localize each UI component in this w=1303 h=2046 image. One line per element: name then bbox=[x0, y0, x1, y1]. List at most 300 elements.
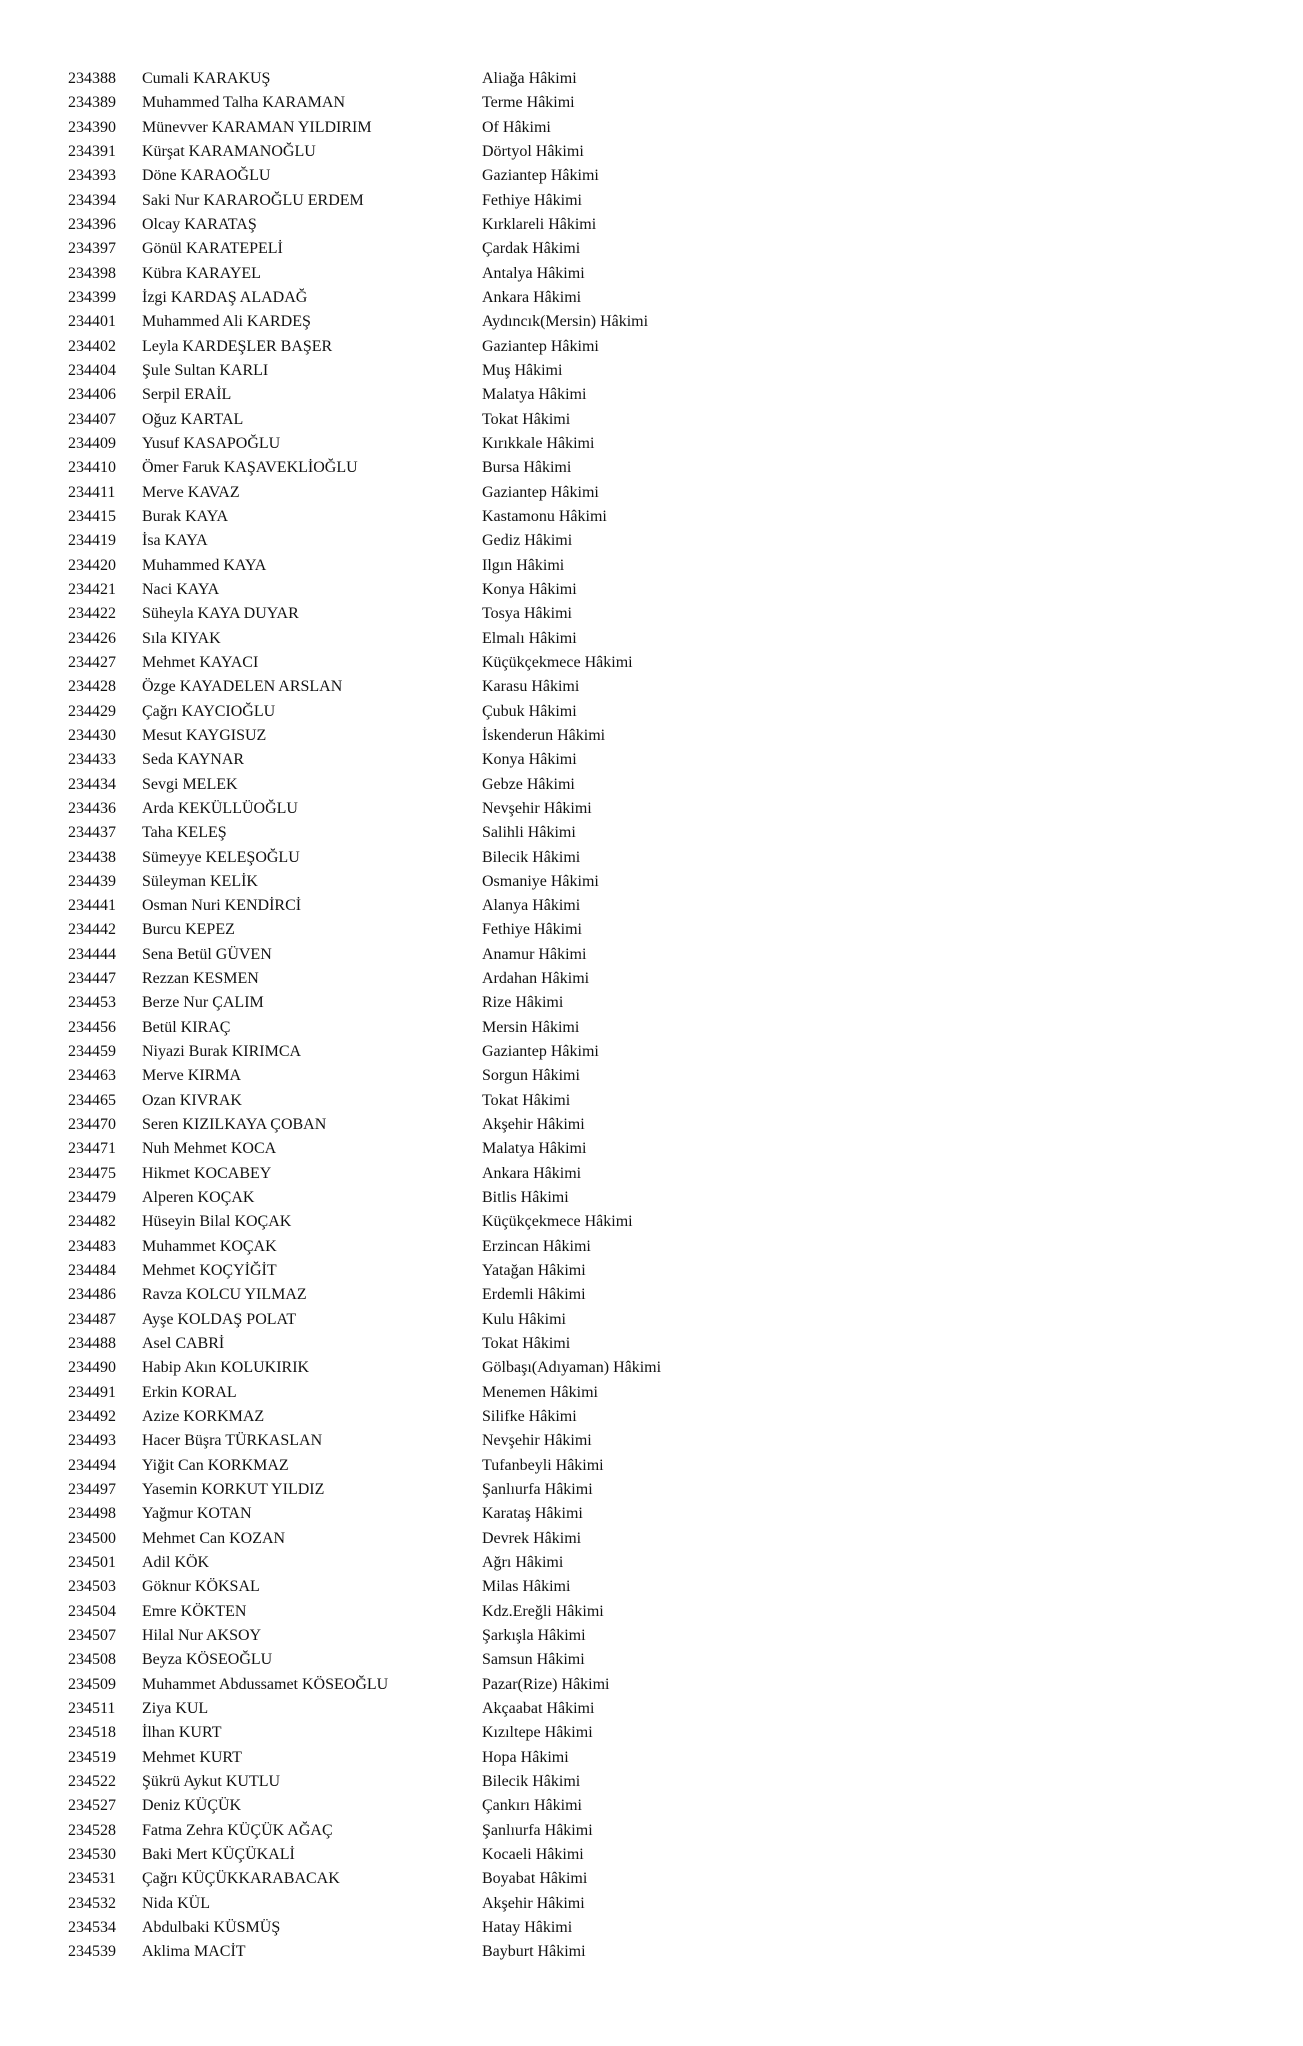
registry-number: 234402 bbox=[68, 337, 116, 355]
person-name: Muhammet KOÇAK bbox=[142, 1237, 277, 1255]
court-assignment: Ardahan Hâkimi bbox=[482, 970, 590, 988]
court-assignment: Hopa Hâkimi bbox=[482, 1748, 569, 1766]
person-name: Burcu KEPEZ bbox=[142, 921, 235, 939]
person-name: Mehmet KAYACI bbox=[142, 653, 259, 671]
court-assignment: Tokat Hâkimi bbox=[482, 1335, 571, 1353]
list-row bbox=[0, 67, 1303, 91]
list-row bbox=[0, 1308, 1303, 1332]
court-assignment: Hatay Hâkimi bbox=[482, 1918, 573, 1936]
registry-number: 234438 bbox=[68, 848, 116, 866]
list-row bbox=[0, 237, 1303, 261]
person-name: Sena Betül GÜVEN bbox=[142, 945, 272, 963]
person-name: Ravza KOLCU YILMAZ bbox=[142, 1286, 307, 1304]
court-assignment: Sorgun Hâkimi bbox=[482, 1067, 580, 1085]
registry-number: 234427 bbox=[68, 653, 116, 671]
list-row bbox=[0, 456, 1303, 480]
court-assignment: Karataş Hâkimi bbox=[482, 1505, 583, 1523]
court-assignment: Gediz Hâkimi bbox=[482, 532, 573, 550]
court-assignment: Karasu Hâkimi bbox=[482, 678, 580, 696]
person-name: Burak KAYA bbox=[142, 507, 229, 525]
person-name: Serpil ERAİL bbox=[142, 386, 232, 404]
person-name: Süheyla KAYA DUYAR bbox=[142, 605, 299, 623]
person-name: Çağrı KAYCIOĞLU bbox=[142, 702, 276, 720]
list-row bbox=[0, 286, 1303, 310]
court-assignment: Çubuk Hâkimi bbox=[482, 702, 577, 720]
person-name: Deniz KÜÇÜK bbox=[142, 1797, 242, 1815]
court-assignment: Tufanbeyli Hâkimi bbox=[482, 1456, 604, 1474]
person-name: Merve KAVAZ bbox=[142, 483, 240, 501]
person-name: Aklima MACİT bbox=[142, 1943, 246, 1961]
list-row bbox=[0, 91, 1303, 115]
court-assignment: Erdemli Hâkimi bbox=[482, 1286, 586, 1304]
list-row bbox=[0, 1746, 1303, 1770]
list-row bbox=[0, 894, 1303, 918]
registry-number: 234437 bbox=[68, 824, 116, 842]
list-row bbox=[0, 1137, 1303, 1161]
registry-number: 234456 bbox=[68, 1018, 116, 1036]
list-row bbox=[0, 918, 1303, 942]
registry-number: 234471 bbox=[68, 1140, 116, 1158]
list-row bbox=[0, 967, 1303, 991]
court-assignment: Terme Hâkimi bbox=[482, 94, 575, 112]
court-assignment: Malatya Hâkimi bbox=[482, 1140, 587, 1158]
registry-number: 234441 bbox=[68, 897, 116, 915]
court-assignment: Kocaeli Hâkimi bbox=[482, 1845, 584, 1863]
registry-number: 234503 bbox=[68, 1578, 116, 1596]
registry-number: 234528 bbox=[68, 1821, 116, 1839]
registry-number: 234401 bbox=[68, 313, 116, 331]
list-row bbox=[0, 773, 1303, 797]
registry-number: 234522 bbox=[68, 1772, 116, 1790]
list-row bbox=[0, 1770, 1303, 1794]
registry-number: 234410 bbox=[68, 459, 116, 477]
person-name: Hikmet KOCABEY bbox=[142, 1164, 272, 1182]
court-assignment: Menemen Hâkimi bbox=[482, 1383, 598, 1401]
list-row bbox=[0, 408, 1303, 432]
list-row bbox=[0, 1259, 1303, 1283]
person-name: Sümeyye KELEŞOĞLU bbox=[142, 848, 300, 866]
registry-number: 234504 bbox=[68, 1602, 116, 1620]
registry-number: 234527 bbox=[68, 1797, 116, 1815]
list-row bbox=[0, 1113, 1303, 1137]
list-row bbox=[0, 1721, 1303, 1745]
court-assignment: Bayburt Hâkimi bbox=[482, 1943, 586, 1961]
registry-number: 234519 bbox=[68, 1748, 116, 1766]
court-assignment: Milas Hâkimi bbox=[482, 1578, 571, 1596]
person-name: Niyazi Burak KIRIMCA bbox=[142, 1043, 302, 1061]
registry-number: 234433 bbox=[68, 751, 116, 769]
list-row bbox=[0, 578, 1303, 602]
registry-number: 234470 bbox=[68, 1116, 116, 1134]
court-assignment: Nevşehir Hâkimi bbox=[482, 1432, 592, 1450]
court-assignment: Silifke Hâkimi bbox=[482, 1408, 577, 1426]
person-name: Ziya KUL bbox=[142, 1699, 209, 1717]
person-name: Saki Nur KARAROĞLU ERDEM bbox=[142, 191, 364, 209]
court-assignment: Konya Hâkimi bbox=[482, 580, 577, 598]
court-assignment: Kastamonu Hâkimi bbox=[482, 507, 607, 525]
court-assignment: Akşehir Hâkimi bbox=[482, 1894, 585, 1912]
court-assignment: Malatya Hâkimi bbox=[482, 386, 587, 404]
list-row bbox=[0, 651, 1303, 675]
list-row bbox=[0, 1819, 1303, 1843]
list-row bbox=[0, 164, 1303, 188]
court-assignment: Gaziantep Hâkimi bbox=[482, 1043, 599, 1061]
person-name: Berze Nur ÇALIM bbox=[142, 994, 264, 1012]
person-name: Hacer Büşra TÜRKASLAN bbox=[142, 1432, 323, 1450]
court-assignment: Ankara Hâkimi bbox=[482, 288, 582, 306]
court-assignment: Samsun Hâkimi bbox=[482, 1651, 585, 1669]
list-row bbox=[0, 554, 1303, 578]
list-row bbox=[0, 1940, 1303, 1964]
court-assignment: Çardak Hâkimi bbox=[482, 240, 581, 258]
person-name: Gönül KARATEPELİ bbox=[142, 240, 283, 258]
person-name: Muhammed Talha KARAMAN bbox=[142, 94, 346, 112]
registry-number: 234532 bbox=[68, 1894, 116, 1912]
person-name: Sevgi MELEK bbox=[142, 775, 238, 793]
list-row bbox=[0, 1673, 1303, 1697]
person-name: Ayşe KOLDAŞ POLAT bbox=[142, 1310, 297, 1328]
person-name: Abdulbaki KÜSMÜŞ bbox=[142, 1918, 281, 1936]
registry-number: 234501 bbox=[68, 1554, 116, 1572]
court-assignment: İskenderun Hâkimi bbox=[482, 726, 606, 744]
list-row bbox=[0, 1916, 1303, 1940]
list-row bbox=[0, 481, 1303, 505]
registry-number: 234426 bbox=[68, 629, 116, 647]
person-name: İzgi KARDAŞ ALADAĞ bbox=[142, 288, 308, 306]
registry-number: 234411 bbox=[68, 483, 116, 501]
person-name: Muhammet Abdussamet KÖSEOĞLU bbox=[142, 1675, 389, 1693]
registry-number: 234507 bbox=[68, 1627, 116, 1644]
court-assignment: Aydıncık(Mersin) Hâkimi bbox=[482, 313, 649, 331]
list-row bbox=[0, 700, 1303, 724]
list-row bbox=[0, 1381, 1303, 1405]
list-row bbox=[0, 1186, 1303, 1210]
registry-number: 234429 bbox=[68, 702, 116, 720]
court-assignment: Gaziantep Hâkimi bbox=[482, 483, 599, 501]
court-assignment: Küçükçekmece Hâkimi bbox=[482, 1213, 633, 1231]
registry-number: 234389 bbox=[68, 94, 116, 112]
list-row bbox=[0, 1502, 1303, 1526]
person-name: Muhammed Ali KARDEŞ bbox=[142, 313, 311, 331]
court-assignment: Pazar(Rize) Hâkimi bbox=[482, 1675, 610, 1693]
list-row bbox=[0, 1283, 1303, 1307]
registry-number: 234487 bbox=[68, 1310, 116, 1328]
person-name: Nuh Mehmet KOCA bbox=[142, 1140, 277, 1158]
registry-number: 234479 bbox=[68, 1189, 116, 1207]
list-row bbox=[0, 505, 1303, 529]
registry-number: 234486 bbox=[68, 1286, 116, 1304]
court-assignment: Şarkışla Hâkimi bbox=[482, 1627, 586, 1644]
registry-number: 234530 bbox=[68, 1845, 116, 1863]
registry-number: 234483 bbox=[68, 1237, 116, 1255]
person-name: Leyla KARDEŞLER BAŞER bbox=[142, 337, 333, 355]
registry-number: 234404 bbox=[68, 361, 116, 379]
list-row bbox=[0, 675, 1303, 699]
registry-number: 234491 bbox=[68, 1383, 116, 1401]
list-row bbox=[0, 1794, 1303, 1818]
registry-number: 234393 bbox=[68, 167, 116, 185]
list-row bbox=[0, 213, 1303, 237]
list-row bbox=[0, 1064, 1303, 1088]
court-assignment: Boyabat Hâkimi bbox=[482, 1870, 588, 1888]
person-name: Rezzan KESMEN bbox=[142, 970, 259, 988]
court-assignment: Erzincan Hâkimi bbox=[482, 1237, 591, 1255]
list-row bbox=[0, 1551, 1303, 1575]
registry-number: 234497 bbox=[68, 1481, 116, 1499]
list-row bbox=[0, 1405, 1303, 1429]
court-assignment: Bursa Hâkimi bbox=[482, 459, 572, 477]
list-row bbox=[0, 1624, 1303, 1648]
person-name: Döne KARAOĞLU bbox=[142, 167, 271, 185]
court-assignment: Ilgın Hâkimi bbox=[482, 556, 565, 574]
list-row bbox=[0, 1600, 1303, 1624]
registry-number: 234434 bbox=[68, 775, 116, 793]
registry-number: 234484 bbox=[68, 1262, 116, 1280]
court-assignment: Elmalı Hâkimi bbox=[482, 629, 577, 647]
court-assignment: Ağrı Hâkimi bbox=[482, 1554, 564, 1572]
registry-number: 234492 bbox=[68, 1408, 116, 1426]
court-assignment: Nevşehir Hâkimi bbox=[482, 799, 592, 817]
court-assignment: Muş Hâkimi bbox=[482, 361, 563, 379]
registry-number: 234444 bbox=[68, 945, 116, 963]
person-name: İsa KAYA bbox=[142, 532, 208, 550]
person-name: Yiğit Can KORKMAZ bbox=[142, 1456, 289, 1474]
registry-number: 234447 bbox=[68, 970, 116, 988]
list-row bbox=[0, 748, 1303, 772]
registry-number: 234398 bbox=[68, 264, 116, 282]
person-name: Cumali KARAKUŞ bbox=[142, 70, 271, 87]
court-assignment: Akçaabat Hâkimi bbox=[482, 1699, 595, 1717]
list-row bbox=[0, 1089, 1303, 1113]
person-name: Beyza KÖSEOĞLU bbox=[142, 1651, 273, 1669]
registry-number: 234490 bbox=[68, 1359, 116, 1377]
list-row bbox=[0, 1332, 1303, 1356]
registry-number: 234453 bbox=[68, 994, 116, 1012]
person-name: Emre KÖKTEN bbox=[142, 1602, 247, 1620]
list-row bbox=[0, 1527, 1303, 1551]
list-row bbox=[0, 140, 1303, 164]
court-assignment: Akşehir Hâkimi bbox=[482, 1116, 585, 1134]
registry-number: 234407 bbox=[68, 410, 116, 428]
court-assignment: Kdz.Ereğli Hâkimi bbox=[482, 1602, 604, 1620]
person-name: İlhan KURT bbox=[142, 1724, 222, 1742]
registry-number: 234511 bbox=[68, 1699, 116, 1717]
person-name: Fatma Zehra KÜÇÜK AĞAÇ bbox=[142, 1821, 333, 1839]
court-assignment: Gaziantep Hâkimi bbox=[482, 167, 599, 185]
registry-number: 234442 bbox=[68, 921, 116, 939]
list-row bbox=[0, 1429, 1303, 1453]
registry-number: 234531 bbox=[68, 1870, 116, 1888]
registry-number: 234534 bbox=[68, 1918, 116, 1936]
list-row bbox=[0, 846, 1303, 870]
registry-number: 234399 bbox=[68, 288, 116, 306]
court-assignment: Kulu Hâkimi bbox=[482, 1310, 566, 1328]
person-name: Naci KAYA bbox=[142, 580, 220, 598]
court-assignment: Fethiye Hâkimi bbox=[482, 921, 582, 939]
registry-number: 234518 bbox=[68, 1724, 116, 1742]
registry-number: 234439 bbox=[68, 872, 116, 890]
registry-number: 234428 bbox=[68, 678, 116, 696]
list-row bbox=[0, 1843, 1303, 1867]
person-name: Nida KÜL bbox=[142, 1894, 210, 1912]
list-row bbox=[0, 1454, 1303, 1478]
registry-number: 234396 bbox=[68, 215, 116, 233]
person-name: Şule Sultan KARLI bbox=[142, 361, 269, 379]
person-name: Baki Mert KÜÇÜKALİ bbox=[142, 1845, 295, 1863]
list-row bbox=[0, 1040, 1303, 1064]
person-name: Habip Akın KOLUKIRIK bbox=[142, 1359, 310, 1377]
person-name: Özge KAYADELEN ARSLAN bbox=[142, 678, 343, 696]
person-name: Yağmur KOTAN bbox=[142, 1505, 252, 1523]
court-assignment: Yatağan Hâkimi bbox=[482, 1262, 586, 1280]
person-name: Olcay KARATAŞ bbox=[142, 215, 257, 233]
court-assignment: Aliağa Hâkimi bbox=[482, 70, 577, 87]
registry-number: 234500 bbox=[68, 1529, 116, 1547]
court-assignment: Salihli Hâkimi bbox=[482, 824, 576, 842]
registry-number: 234397 bbox=[68, 240, 116, 258]
list-row bbox=[0, 1697, 1303, 1721]
registry-number: 234508 bbox=[68, 1651, 116, 1669]
list-row bbox=[0, 529, 1303, 553]
person-name: Taha KELEŞ bbox=[142, 824, 227, 842]
list-row bbox=[0, 262, 1303, 286]
person-name: Yusuf KASAPOĞLU bbox=[142, 434, 281, 452]
court-assignment: Kırıkkale Hâkimi bbox=[482, 434, 595, 452]
court-assignment: Gebze Hâkimi bbox=[482, 775, 575, 793]
registry-number: 234488 bbox=[68, 1335, 116, 1353]
list-row bbox=[0, 383, 1303, 407]
person-name: Hüseyin Bilal KOÇAK bbox=[142, 1213, 292, 1231]
court-assignment: Anamur Hâkimi bbox=[482, 945, 587, 963]
person-name: Arda KEKÜLLÜOĞLU bbox=[142, 799, 298, 817]
registry-number: 234436 bbox=[68, 799, 116, 817]
list-row bbox=[0, 1648, 1303, 1672]
person-name: Sıla KIYAK bbox=[142, 629, 221, 647]
person-name: Ozan KIVRAK bbox=[142, 1091, 242, 1109]
list-row bbox=[0, 189, 1303, 213]
person-name: Alperen KOÇAK bbox=[142, 1189, 255, 1207]
court-assignment: Tokat Hâkimi bbox=[482, 1091, 571, 1109]
registry-number: 234391 bbox=[68, 142, 116, 160]
court-assignment: Dörtyol Hâkimi bbox=[482, 142, 584, 160]
registry-number: 234394 bbox=[68, 191, 116, 209]
person-name: Merve KIRMA bbox=[142, 1067, 242, 1085]
registry-number: 234509 bbox=[68, 1675, 116, 1693]
person-name: Erkin KORAL bbox=[142, 1383, 237, 1401]
court-assignment: Bilecik Hâkimi bbox=[482, 1772, 581, 1790]
court-assignment: Mersin Hâkimi bbox=[482, 1018, 580, 1036]
court-assignment: Şanlıurfa Hâkimi bbox=[482, 1481, 593, 1499]
list-row bbox=[0, 116, 1303, 140]
registry-number: 234390 bbox=[68, 118, 116, 136]
list-row bbox=[0, 1575, 1303, 1599]
registry-number: 234409 bbox=[68, 434, 116, 452]
list-row bbox=[0, 943, 1303, 967]
court-assignment: Rize Hâkimi bbox=[482, 994, 564, 1012]
registry-number: 234493 bbox=[68, 1432, 116, 1450]
person-name: Yasemin KORKUT YILDIZ bbox=[142, 1481, 325, 1499]
list-row bbox=[0, 1867, 1303, 1891]
registry-number: 234422 bbox=[68, 605, 116, 623]
court-assignment: Devrek Hâkimi bbox=[482, 1529, 582, 1547]
list-row bbox=[0, 1210, 1303, 1234]
list-row bbox=[0, 1016, 1303, 1040]
list-row bbox=[0, 432, 1303, 456]
list-row bbox=[0, 991, 1303, 1015]
registry-number: 234430 bbox=[68, 726, 116, 744]
court-assignment: Kızıltepe Hâkimi bbox=[482, 1724, 593, 1742]
court-assignment: Ankara Hâkimi bbox=[482, 1164, 582, 1182]
list-row bbox=[0, 602, 1303, 626]
person-name: Adil KÖK bbox=[142, 1554, 210, 1572]
court-assignment: Kırklareli Hâkimi bbox=[482, 215, 597, 233]
person-name: Osman Nuri KENDİRCİ bbox=[142, 897, 302, 915]
person-name: Şükrü Aykut KUTLU bbox=[142, 1772, 281, 1790]
person-name: Seda KAYNAR bbox=[142, 751, 245, 769]
list-row bbox=[0, 627, 1303, 651]
person-name: Azize KORKMAZ bbox=[142, 1408, 265, 1426]
registry-number: 234459 bbox=[68, 1043, 116, 1061]
court-assignment: Gaziantep Hâkimi bbox=[482, 337, 599, 355]
person-name: Oğuz KARTAL bbox=[142, 410, 244, 428]
court-assignment: Osmaniye Hâkimi bbox=[482, 872, 599, 890]
registry-number: 234421 bbox=[68, 580, 116, 598]
list-row bbox=[0, 1892, 1303, 1916]
registry-number: 234406 bbox=[68, 386, 116, 404]
registry-number: 234415 bbox=[68, 507, 116, 525]
person-name: Mehmet KOÇYİĞİT bbox=[142, 1262, 277, 1280]
registry-number: 234498 bbox=[68, 1505, 116, 1523]
list-row bbox=[0, 821, 1303, 845]
person-name: Seren KIZILKAYA ÇOBAN bbox=[142, 1116, 327, 1134]
list-row bbox=[0, 1162, 1303, 1186]
person-name: Ömer Faruk KAŞAVEKLİOĞLU bbox=[142, 459, 358, 477]
registry-number: 234420 bbox=[68, 556, 116, 574]
registry-number: 234482 bbox=[68, 1213, 116, 1231]
person-name: Münevver KARAMAN YILDIRIM bbox=[142, 118, 372, 136]
registry-number: 234475 bbox=[68, 1164, 116, 1182]
court-assignment: Küçükçekmece Hâkimi bbox=[482, 653, 633, 671]
person-name: Mehmet Can KOZAN bbox=[142, 1529, 286, 1547]
court-assignment: Fethiye Hâkimi bbox=[482, 191, 582, 209]
list-row bbox=[0, 1235, 1303, 1259]
person-name: Betül KIRAÇ bbox=[142, 1018, 231, 1036]
person-name: Kübra KARAYEL bbox=[142, 264, 261, 282]
court-assignment: Alanya Hâkimi bbox=[482, 897, 581, 915]
person-name: Göknur KÖKSAL bbox=[142, 1578, 260, 1596]
person-name: Çağrı KÜÇÜKKARABACAK bbox=[142, 1870, 340, 1888]
list-row bbox=[0, 335, 1303, 359]
person-name: Muhammed KAYA bbox=[142, 556, 267, 574]
registry-number: 234463 bbox=[68, 1067, 116, 1085]
court-assignment: Tosya Hâkimi bbox=[482, 605, 572, 623]
court-assignment: Bilecik Hâkimi bbox=[482, 848, 581, 866]
list-row bbox=[0, 870, 1303, 894]
court-assignment: Tokat Hâkimi bbox=[482, 410, 571, 428]
person-name: Asel CABRİ bbox=[142, 1335, 225, 1353]
court-assignment: Of Hâkimi bbox=[482, 118, 551, 136]
court-assignment: Çankırı Hâkimi bbox=[482, 1797, 582, 1815]
list-row bbox=[0, 1356, 1303, 1380]
list-row bbox=[0, 797, 1303, 821]
list-row bbox=[0, 1478, 1303, 1502]
person-name: Süleyman KELİK bbox=[142, 872, 258, 890]
registry-number: 234494 bbox=[68, 1456, 116, 1474]
registry-number: 234419 bbox=[68, 532, 116, 550]
court-assignment: Bitlis Hâkimi bbox=[482, 1189, 569, 1207]
person-name: Kürşat KARAMANOĞLU bbox=[142, 142, 316, 160]
person-name: Hilal Nur AKSOY bbox=[142, 1627, 262, 1644]
